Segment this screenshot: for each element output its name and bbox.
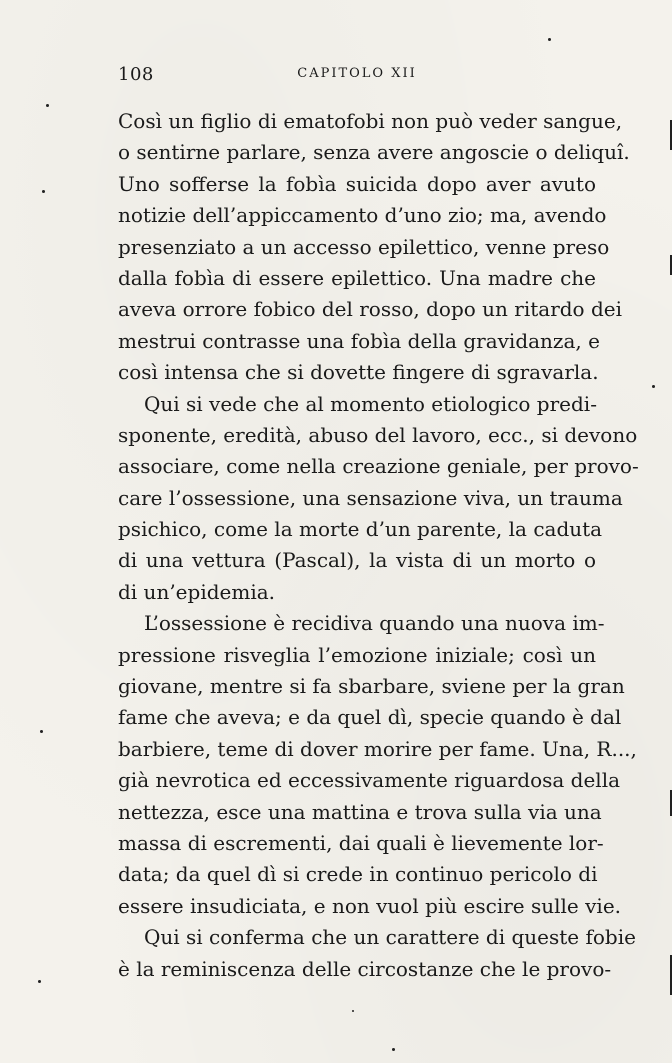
paragraph-4 [118,922,636,985]
text-line: presenziato a un accesso epilettico, venne preso [118,234,610,259]
text-line: barbiere, teme di dover morire per fame. Una, R..., [118,736,637,761]
running-title: CAPITOLO XII [297,66,417,81]
text-line: o sentirne parlare, senza avere angoscie o deliquî. [118,140,630,165]
scan-speck [548,38,551,41]
text-line: dalla fobìa di essere epilettico. Una madre che [118,265,596,290]
text-line: nettezza, esce una mattina e trova sulla via una [118,799,602,824]
text-line: pressione risveglia l’emozione iniziale; così un [118,642,596,667]
scan-speck [46,104,49,107]
text-line: Uno sofferse la fobìa suicida dopo aver avuto [118,171,596,196]
text-line: già nevrotica ed eccessivamente riguardosa della [118,768,621,793]
text-line: sponente, eredità, abuso del lavoro, ecc., si devono [118,422,638,447]
text-line: fame che aveva; e da quel dì, specie quando è dal [118,705,622,730]
scan-speck [392,1048,395,1051]
paragraph-3 [118,608,637,922]
text-line: di una vettura (Pascal), la vista di un morto o [118,548,596,573]
text-line: psichico, come la morte d’un parente, la caduta [118,517,603,542]
scan-speck [352,1010,354,1012]
paragraph-1 [118,106,630,389]
scan-speck [652,385,655,388]
text-line: è la reminiscenza delle circostanze che le provo- [118,956,612,981]
text-line: data; da quel dì si crede in continuo pericolo di [118,862,598,887]
page-number: 108 [118,64,154,85]
page-header [118,64,596,88]
text-line: essere insudiciata, e non vuol più escire sulle vie. [118,893,622,918]
text-line: notizie dell’appiccamento d’uno zio; ma, avendo [118,203,607,228]
text-line: associare, come nella creazione geniale, per provo- [118,454,639,479]
text-line: così intensa che si dovette fingere di sgravarla. [118,360,599,385]
text-line: Così un figlio di ematofobi non può veder sangue, [118,109,623,133]
scan-speck [38,980,41,983]
paragraph-2 [118,389,639,609]
text-line: L’ossessione è recidiva quando una nuova im- [144,611,605,636]
text-line: giovane, mentre si fa sbarbare, sviene per la gran [118,674,625,699]
body-text [118,106,639,985]
text-line: Qui si vede che al momento etiologico predi- [144,391,597,416]
text-line: di un’epidemia. [118,579,275,604]
text-line: Qui si conferma che un carattere di queste fobie [144,925,636,950]
scan-speck [42,190,45,193]
text-line: aveva orrore fobico del rosso, dopo un ritardo dei [118,297,622,322]
scan-speck [40,730,43,733]
text-line: care l’ossessione, una sensazione viva, un trauma [118,485,623,510]
text-line: mestrui contrasse una fobìa della gravidanza, e [118,328,600,353]
text-line: massa di escrementi, dai quali è lievemente lor- [118,830,604,855]
